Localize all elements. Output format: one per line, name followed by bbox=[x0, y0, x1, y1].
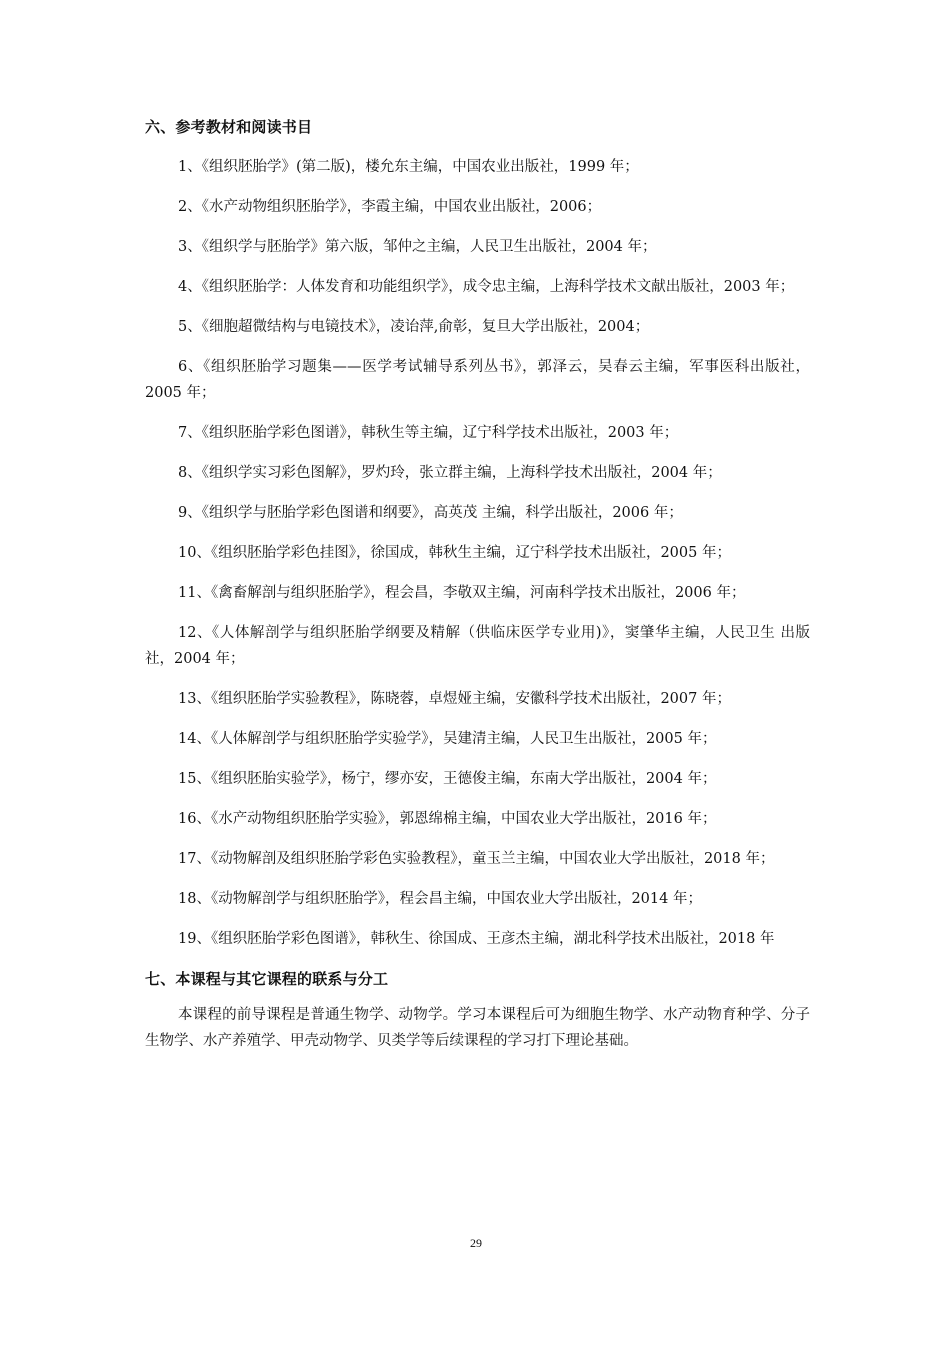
page-content bbox=[145, 114, 810, 1054]
reference-item: 8、《组织学实习彩色图解》，罗灼玲，张立群主编，上海科学技术出版社，2004 年； bbox=[178, 465, 722, 481]
reference-item: 3、《组织学与胚胎学》第六版，邹仲之主编，人民卫生出版社，2004 年； bbox=[178, 239, 657, 255]
section-heading-course-relations: 七、本课程与其它课程的联系与分工 bbox=[145, 970, 389, 988]
reference-item: 10、《组织胚胎学彩色挂图》，徐国成，韩秋生主编，辽宁科学技术出版社，2005 年； bbox=[178, 545, 731, 561]
reference-list bbox=[145, 154, 810, 952]
reference-item: 9、《组织学与胚胎学彩色图谱和纲要》，高英茂 主编，科学出版社，2006 年； bbox=[178, 505, 683, 521]
reference-item: 17、《动物解剖及组织胚胎学彩色实验教程》，童玉兰主编，中国农业大学出版社，2018 年； bbox=[178, 851, 775, 867]
reference-item: 6、《组织胚胎学习题集——医学考试辅导系列丛书》，郭泽云，吴春云主编，军事医科出版社，2005 年； bbox=[145, 359, 810, 401]
page-number: 29 bbox=[470, 1236, 482, 1250]
reference-item: 13、《组织胚胎学实验教程》，陈晓蓉，卓煜娅主编，安徽科学技术出版社，2007 年； bbox=[178, 691, 731, 707]
reference-item: 15、《组织胚胎实验学》，杨宁，缪亦安，王德俊主编，东南大学出版社，2004 年； bbox=[178, 771, 717, 787]
reference-item: 12、《人体解剖学与组织胚胎学纲要及精解（供临床医学专业用)》，窦肇华主编，人民卫生 出版社，2004 年； bbox=[145, 625, 810, 667]
section-heading-references: 六、参考教材和阅读书目 bbox=[145, 118, 313, 136]
reference-item: 1、《组织胚胎学》(第二版)，楼允东主编，中国农业出版社，1999 年； bbox=[178, 159, 639, 175]
reference-item: 16、《水产动物组织胚胎学实验》，郭恩绵棉主编，中国农业大学出版社，2016 年； bbox=[178, 811, 717, 827]
reference-item: 2、《水产动物组织胚胎学》，李霞主编，中国农业出版社，2006； bbox=[178, 199, 602, 215]
course-relations-paragraph: 本课程的前导课程是普通生物学、动物学。学习本课程后可为细胞生物学、水产动物育种学、分子生物学、水产养殖学、甲壳动物学、贝类学等后续课程的学习打下理论基础。 bbox=[145, 1007, 810, 1049]
reference-item: 4、《组织胚胎学：人体发育和功能组织学》，成令忠主编，上海科学技术文献出版社，2003 年； bbox=[178, 279, 795, 295]
reference-item: 5、《细胞超微结构与电镜技术》，凌诒萍,俞彰，复旦大学出版社，2004； bbox=[178, 319, 650, 335]
reference-item: 7、《组织胚胎学彩色图谱》，韩秋生等主编，辽宁科学技术出版社，2003 年； bbox=[178, 425, 679, 441]
reference-item: 19、《组织胚胎学彩色图谱》，韩秋生、徐国成、王彦杰主编，湖北科学技术出版社，2018 年 bbox=[178, 931, 775, 947]
reference-item: 18、《动物解剖学与组织胚胎学》，程会昌主编，中国农业大学出版社，2014 年； bbox=[178, 891, 702, 907]
reference-item: 14、《人体解剖学与组织胚胎学实验学》，吴建清主编，人民卫生出版社，2005 年； bbox=[178, 731, 717, 747]
reference-item: 11、《禽畜解剖与组织胚胎学》，程会昌，李敬双主编，河南科学技术出版社，2006 年； bbox=[178, 585, 746, 601]
